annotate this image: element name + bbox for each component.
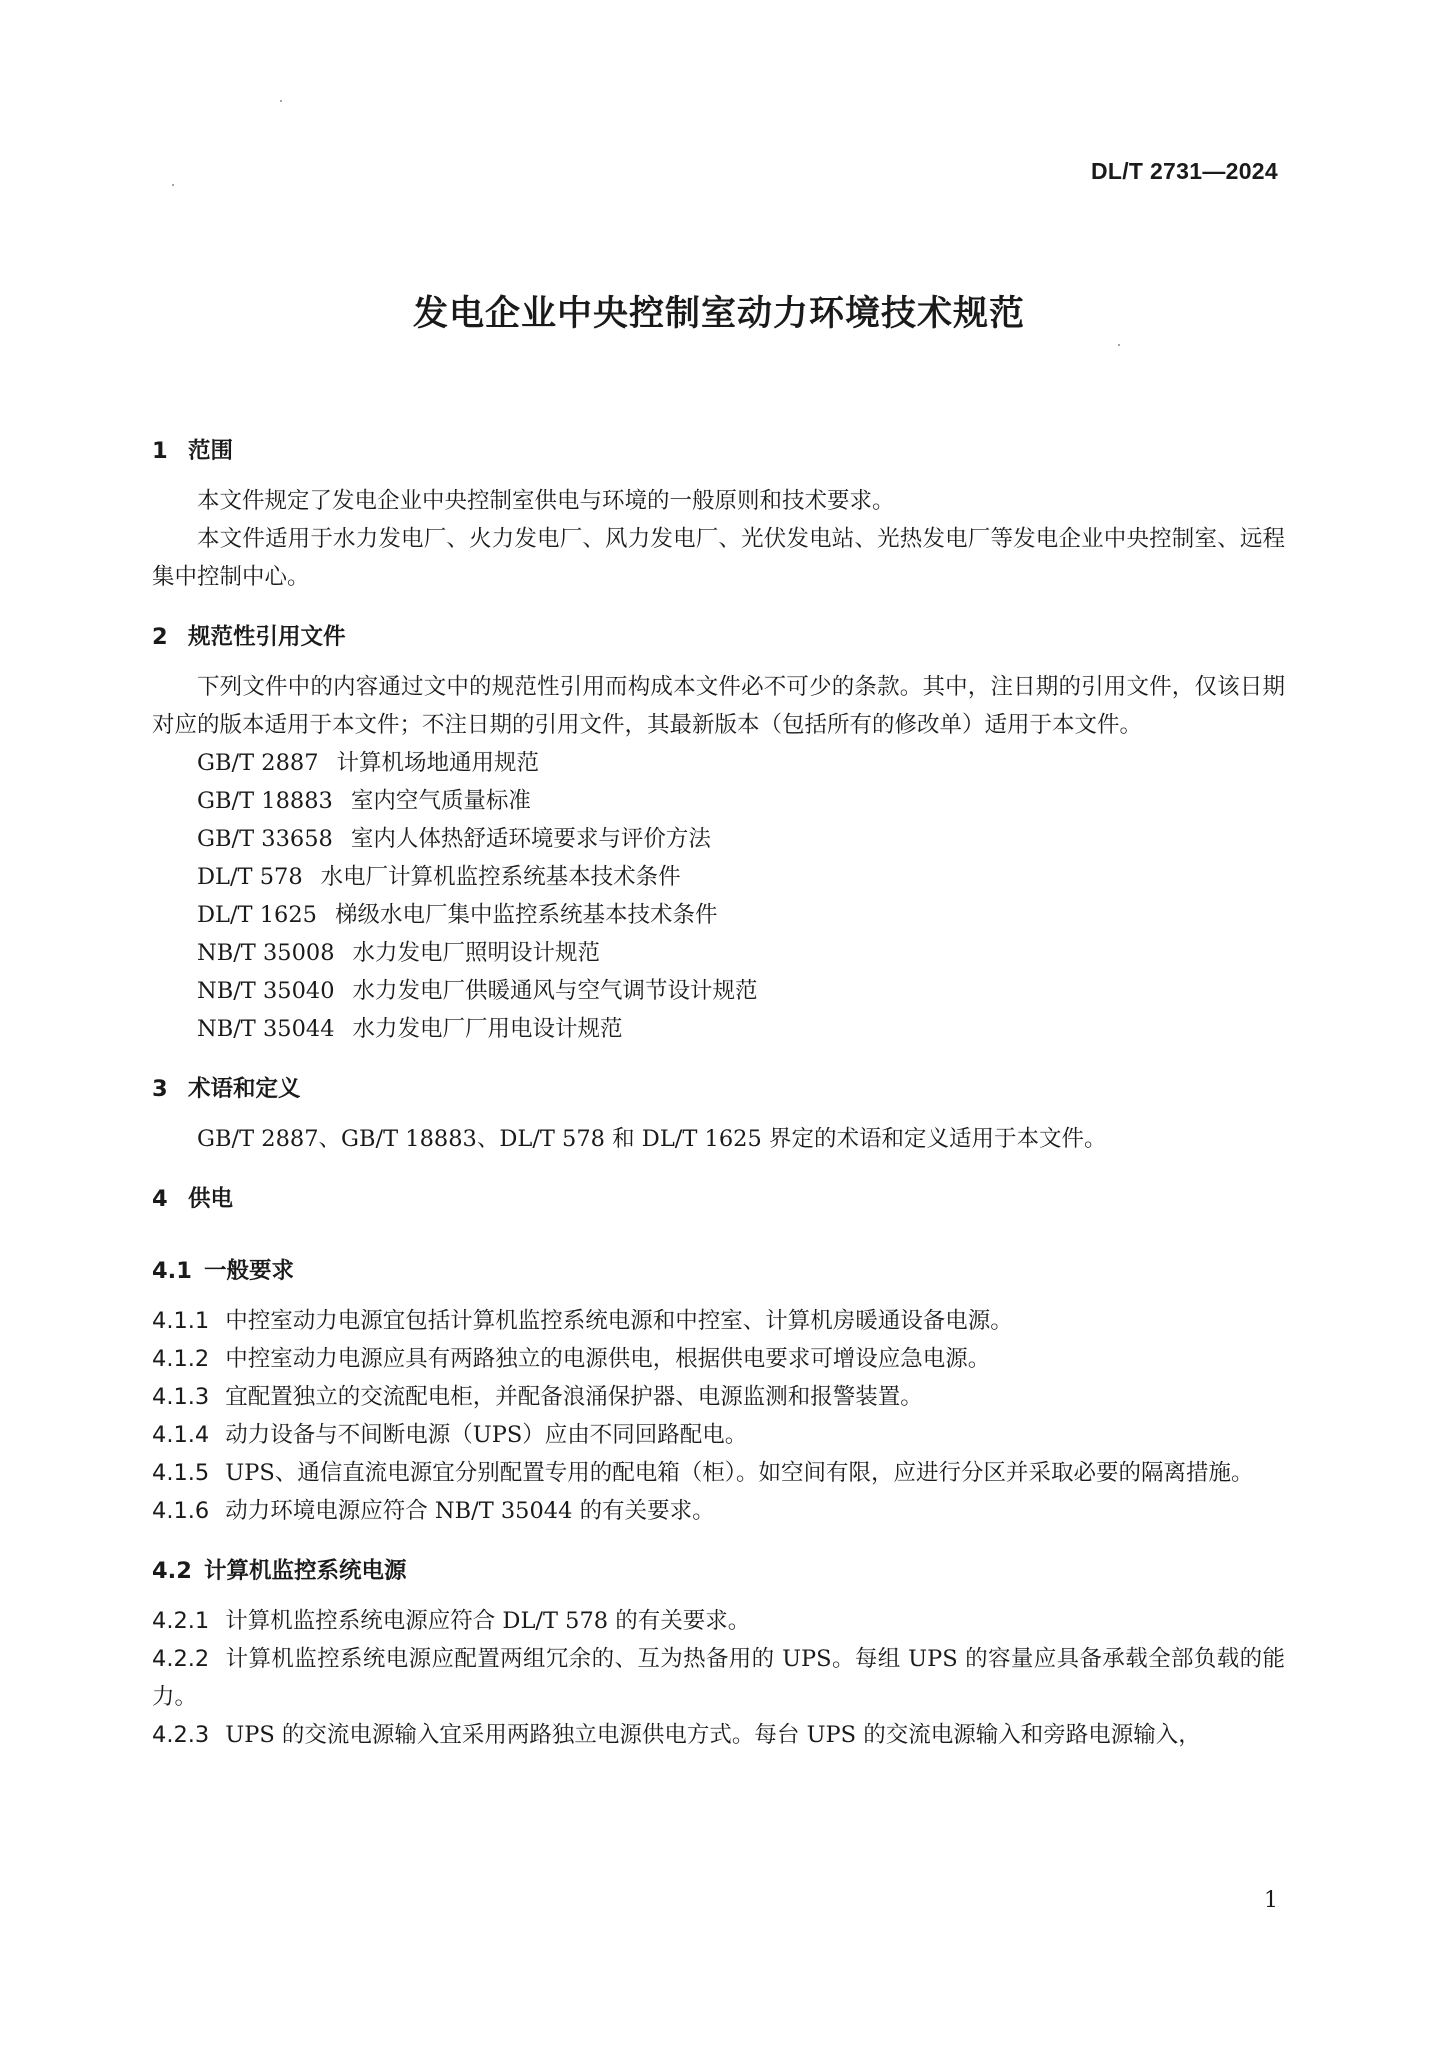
clause <box>152 1454 1285 1492</box>
reference-item <box>152 858 1285 896</box>
document-body <box>152 432 1285 1754</box>
clause-text: UPS、通信直流电源宜分别配置专用的配电箱（柜）。如空间有限，应进行分区并采取必要的隔离措施。 <box>225 1460 1254 1486</box>
clause <box>152 1716 1285 1754</box>
reference-item <box>152 820 1285 858</box>
reference-item <box>152 782 1285 820</box>
paragraph: 下列文件中的内容通过文中的规范性引用而构成本文件必不可少的条款。其中，注日期的引用文件，仅该日期对应的版本适用于本文件；不注日期的引用文件，其最新版本（包括所有的修改单）适用于本文件。 <box>152 674 1285 738</box>
reference-code: NB/T 35008 <box>197 940 335 966</box>
reference-list <box>152 744 1285 1048</box>
reference-code: GB/T 33658 <box>197 826 333 852</box>
reference-item <box>152 744 1285 782</box>
clause-text: 中控室动力电源宜包括计算机监控系统电源和中控室、计算机房暖通设备电源。 <box>225 1308 1013 1334</box>
reference-item <box>152 934 1285 972</box>
subsection-number: 4.1 <box>152 1258 192 1284</box>
subsection-title: 计算机监控系统电源 <box>204 1558 407 1584</box>
clause-text: 计算机监控系统电源应配置两组冗余的、互为热备用的 UPS。每组 UPS 的容量应具备承载全部负载的能力。 <box>152 1646 1285 1710</box>
subsection-number: 4.2 <box>152 1558 192 1584</box>
clause <box>152 1302 1285 1340</box>
section-title: 范围 <box>188 438 234 464</box>
reference-name: 计算机场地通用规范 <box>336 750 540 776</box>
clause <box>152 1640 1285 1716</box>
clause <box>152 1378 1285 1416</box>
reference-item <box>152 896 1285 934</box>
reference-name: 水力发电厂供暖通风与空气调节设计规范 <box>352 978 758 1004</box>
section-title: 规范性引用文件 <box>188 624 346 650</box>
clause-number: 4.1.2 <box>152 1346 210 1372</box>
clause-number: 4.2.1 <box>152 1608 210 1634</box>
reference-code: GB/T 2887 <box>197 750 319 776</box>
reference-code: NB/T 35040 <box>197 978 335 1004</box>
clause <box>152 1602 1285 1640</box>
reference-code: NB/T 35044 <box>197 1016 335 1042</box>
reference-code: GB/T 18883 <box>197 788 333 814</box>
reference-code: DL/T 1625 <box>197 902 317 928</box>
section-heading-normative-references <box>152 618 1285 656</box>
page-number: 1 <box>1264 1888 1278 1913</box>
reference-name: 梯级水电厂集中监控系统基本技术条件 <box>334 902 718 928</box>
reference-name: 室内空气质量标准 <box>350 788 531 814</box>
scan-speck <box>172 184 174 186</box>
clause <box>152 1340 1285 1378</box>
reference-code: DL/T 578 <box>197 864 303 890</box>
clause-text: 动力设备与不间断电源（UPS）应由不同回路配电。 <box>225 1422 748 1448</box>
paragraph: 本文件适用于水力发电厂、火力发电厂、风力发电厂、光伏发电站、光热发电厂等发电企业中央控制室、远程集中控制中心。 <box>152 526 1285 590</box>
section-heading-scope <box>152 432 1285 470</box>
clause-text: 计算机监控系统电源应符合 DL/T 578 的有关要求。 <box>225 1608 751 1634</box>
clause <box>152 1492 1285 1530</box>
document-title: 发电企业中央控制室动力环境技术规范 <box>412 294 1025 334</box>
standard-code: DL/T 2731—2024 <box>1090 158 1278 184</box>
section-heading-terms <box>152 1070 1285 1108</box>
section-heading-power-supply <box>152 1180 1285 1218</box>
section-title: 术语和定义 <box>188 1076 301 1102</box>
clause-number: 4.1.5 <box>152 1460 210 1486</box>
clause <box>152 1416 1285 1454</box>
clause-number: 4.1.1 <box>152 1308 210 1334</box>
subsection-title: 一般要求 <box>204 1258 295 1284</box>
section-number: 4 <box>152 1186 168 1212</box>
paragraph: GB/T 2887、GB/T 18883、DL/T 578 和 DL/T 1625 界定的术语和定义适用于本文件。 <box>197 1126 1107 1152</box>
scan-speck <box>280 100 282 102</box>
subsection-heading-computer-power <box>152 1552 1285 1590</box>
clause-number: 4.2.2 <box>152 1646 210 1672</box>
clause-text: 宜配置独立的交流配电柜，并配备浪涌保护器、电源监测和报警装置。 <box>225 1384 923 1410</box>
clause-text: 动力环境电源应符合 NB/T 35044 的有关要求。 <box>225 1498 715 1524</box>
scan-speck <box>1118 344 1120 346</box>
subsection-heading-general <box>152 1252 1285 1290</box>
reference-item <box>152 1010 1285 1048</box>
reference-name: 水电厂计算机监控系统基本技术条件 <box>320 864 681 890</box>
section-number: 3 <box>152 1076 168 1102</box>
reference-name: 水力发电厂照明设计规范 <box>352 940 601 966</box>
clause-number: 4.2.3 <box>152 1722 210 1748</box>
reference-item <box>152 972 1285 1010</box>
clause-number: 4.1.6 <box>152 1498 210 1524</box>
clause-number: 4.1.4 <box>152 1422 210 1448</box>
clause-text: 中控室动力电源应具有两路独立的电源供电，根据供电要求可增设应急电源。 <box>225 1346 991 1372</box>
paragraph: 本文件规定了发电企业中央控制室供电与环境的一般原则和技术要求。 <box>197 488 895 514</box>
section-title: 供电 <box>188 1186 234 1212</box>
clause-text: UPS 的交流电源输入宜采用两路独立电源供电方式。每台 UPS 的交流电源输入和旁路电源输入， <box>225 1722 1201 1748</box>
section-number: 1 <box>152 438 168 464</box>
clause-number: 4.1.3 <box>152 1384 210 1410</box>
section-number: 2 <box>152 624 168 650</box>
reference-name: 水力发电厂厂用电设计规范 <box>352 1016 623 1042</box>
reference-name: 室内人体热舒适环境要求与评价方法 <box>350 826 711 852</box>
